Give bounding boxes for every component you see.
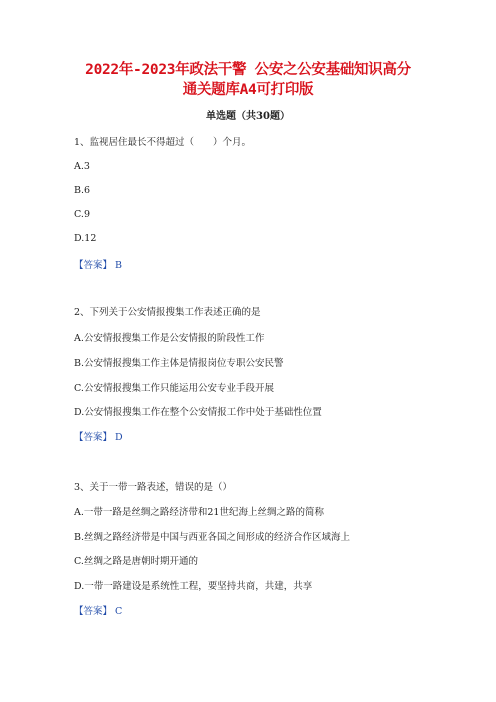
- question-option: C.9: [74, 209, 90, 220]
- question-answer: 【答案】 D: [74, 432, 123, 443]
- question-option: A.3: [74, 161, 90, 172]
- document-title-line1: 2022年-2023年政法干警 公安之公安基础知识高分: [85, 62, 411, 78]
- question-option: D.12: [74, 233, 97, 244]
- question-option: C.公安情报搜集工作只能运用公安专业手段开展: [74, 383, 274, 394]
- question-answer: 【答案】 B: [74, 260, 123, 271]
- question-option: C.丝绸之路是唐朝时期开通的: [74, 556, 198, 567]
- question-answer: 【答案】 C: [74, 606, 123, 617]
- question-option: B.6: [74, 185, 91, 196]
- question-stem: 3、关于一带一路表述，错误的是（）: [74, 482, 233, 493]
- question-option: D.一带一路建设是系统性工程，要坚持共商，共建，共享: [74, 581, 313, 592]
- question-stem: 2、下列关于公安情报搜集工作表述正确的是: [74, 307, 261, 318]
- section-heading: 单选题（共30题）: [206, 111, 290, 122]
- document-title-line2: 通关题库A4可打印版: [182, 82, 314, 98]
- question-option: D.公安情报搜集工作在整个公安情报工作中处于基础性位置: [74, 407, 322, 418]
- question-option: B.丝绸之路经济带是中国与西亚各国之间形成的经济合作区域海上: [74, 532, 351, 543]
- question-option: A.公安情报搜集工作是公安情报的阶段性工作: [74, 333, 265, 344]
- question-option: A.一带一路是丝绸之路经济带和21世纪海上丝绸之路的简称: [74, 507, 324, 518]
- question-stem: 1、监视居住最长不得超过（ ）个月。: [74, 137, 252, 148]
- question-option: B.公安情报搜集工作主体是情报岗位专职公安民警: [74, 358, 284, 369]
